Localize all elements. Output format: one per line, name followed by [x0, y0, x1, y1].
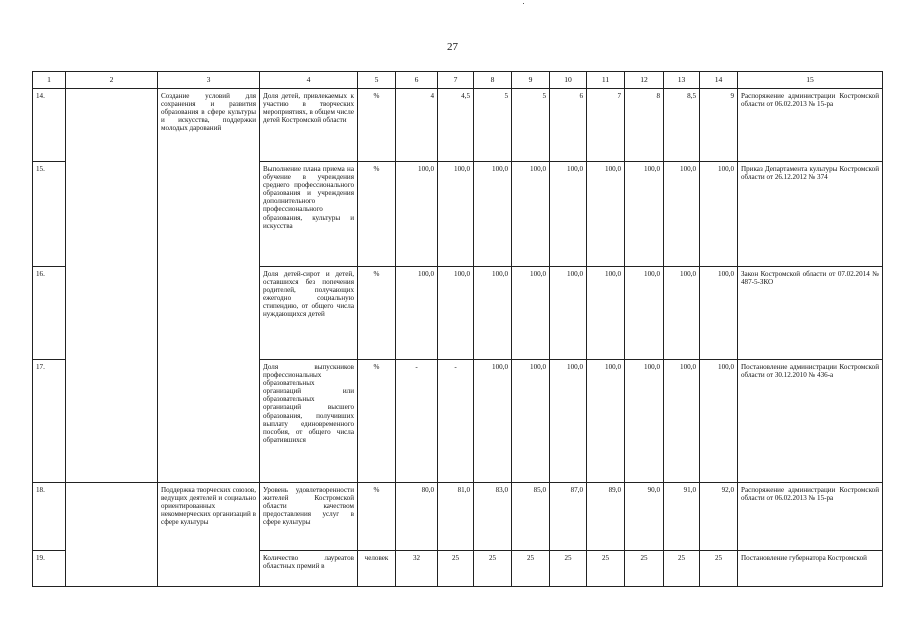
row-number: 18. — [33, 483, 66, 551]
value-cell: 9 — [700, 89, 738, 162]
row-number: 15. — [33, 162, 66, 267]
indicator-name: Выполнение плана приема на обучение в учреждения среднего профессионального образования и учреждения дополнительного профессионального образования, культуры и искусства — [260, 162, 358, 267]
value-cell: 91,0 — [664, 483, 700, 551]
legal-reference: Постановление губернатора Костромской — [738, 551, 883, 587]
value-cell: 100,0 — [512, 360, 550, 483]
header-cell: 4 — [260, 72, 358, 89]
header-row — [33, 72, 883, 89]
value-cell: 89,0 — [587, 483, 625, 551]
unit: % — [358, 162, 396, 267]
header-cell: 7 — [438, 72, 474, 89]
value-cell: 8,5 — [664, 89, 700, 162]
value-cell: - — [438, 360, 474, 483]
value-cell: 90,0 — [625, 483, 664, 551]
header-cell: 6 — [396, 72, 438, 89]
value-cell: 92,0 — [700, 483, 738, 551]
value-cell: 85,0 — [512, 483, 550, 551]
value-cell: 100,0 — [474, 360, 512, 483]
indicator-name: Количество лауреатов областных премий в — [260, 551, 358, 587]
row-number: 14. — [33, 89, 66, 162]
value-cell: 25 — [512, 551, 550, 587]
legal-reference: Распоряжение администрации Костромской области от 06.02.2013 № 15-ра — [738, 89, 883, 162]
value-cell: 83,0 — [474, 483, 512, 551]
value-cell: 5 — [512, 89, 550, 162]
value-cell: 25 — [550, 551, 587, 587]
value-cell: 7 — [587, 89, 625, 162]
value-cell: 100,0 — [625, 360, 664, 483]
value-cell: 87,0 — [550, 483, 587, 551]
value-cell: 25 — [625, 551, 664, 587]
header-cell: 1 — [33, 72, 66, 89]
value-cell: 100,0 — [550, 162, 587, 267]
value-cell: 25 — [438, 551, 474, 587]
value-cell: 100,0 — [664, 360, 700, 483]
value-cell: 100,0 — [396, 267, 438, 360]
value-cell: 81,0 — [438, 483, 474, 551]
legal-reference: Распоряжение администрации Костромской области от 06.02.2013 № 15-ра — [738, 483, 883, 551]
value-cell: 100,0 — [396, 162, 438, 267]
value-cell: 100,0 — [474, 267, 512, 360]
header-cell: 5 — [358, 72, 396, 89]
value-cell: 25 — [587, 551, 625, 587]
scan-speck — [523, 3, 524, 4]
value-cell: 100,0 — [474, 162, 512, 267]
unit: % — [358, 89, 396, 162]
value-cell: 25 — [700, 551, 738, 587]
value-cell: - — [396, 360, 438, 483]
header-cell: 8 — [474, 72, 512, 89]
value-cell: 100,0 — [512, 162, 550, 267]
group-name: Поддержка творческих союзов, ведущих деятелей и социально ориентированных некоммерческих организаций в сфере культуры — [158, 483, 260, 587]
header-cell: 14 — [700, 72, 738, 89]
value-cell: 100,0 — [550, 360, 587, 483]
legal-reference: Закон Костромской области от 07.02.2014 № 487-5-ЗКО — [738, 267, 883, 360]
value-cell: 100,0 — [587, 162, 625, 267]
value-cell: 100,0 — [438, 267, 474, 360]
value-cell: 100,0 — [700, 162, 738, 267]
value-cell: 80,0 — [396, 483, 438, 551]
value-cell: 25 — [664, 551, 700, 587]
value-cell: 6 — [550, 89, 587, 162]
value-cell: 32 — [396, 551, 438, 587]
value-cell: 5 — [474, 89, 512, 162]
indicator-name: Уровень удовлетворенности жителей Костромской области качеством предоставления услуг в сфере культуры — [260, 483, 358, 551]
value-cell: 100,0 — [700, 267, 738, 360]
value-cell: 8 — [625, 89, 664, 162]
header-cell: 3 — [158, 72, 260, 89]
table-row — [33, 483, 883, 551]
indicator-name: Доля детей, привлекаемых к участию в творческих мероприятиях, в общем числе детей Костромской области — [260, 89, 358, 162]
column-2-cell — [66, 89, 158, 483]
value-cell: 100,0 — [550, 267, 587, 360]
row-number: 19. — [33, 551, 66, 587]
indicators-table — [32, 71, 883, 587]
header-cell: 2 — [66, 72, 158, 89]
legal-reference: Постановление администрации Костромской области от 30.12.2010 № 436-а — [738, 360, 883, 483]
header-cell: 13 — [664, 72, 700, 89]
table-row — [33, 89, 883, 162]
value-cell: 100,0 — [700, 360, 738, 483]
value-cell: 25 — [474, 551, 512, 587]
row-number: 16. — [33, 267, 66, 360]
value-cell: 100,0 — [587, 360, 625, 483]
header-cell: 10 — [550, 72, 587, 89]
header-cell: 12 — [625, 72, 664, 89]
value-cell: 100,0 — [625, 162, 664, 267]
unit: % — [358, 267, 396, 360]
value-cell: 100,0 — [664, 162, 700, 267]
row-number: 17. — [33, 360, 66, 483]
unit: % — [358, 483, 396, 551]
value-cell: 100,0 — [664, 267, 700, 360]
value-cell: 100,0 — [438, 162, 474, 267]
group-name: Создание условий для сохранения и развития образования в сфере культуры и искусства, поддержки молодых дарований — [158, 89, 260, 483]
value-cell: 100,0 — [587, 267, 625, 360]
legal-reference: Приказ Департамента культуры Костромской области от 26.12.2012 № 374 — [738, 162, 883, 267]
value-cell: 100,0 — [512, 267, 550, 360]
indicator-name: Доля детей-сирот и детей, оставшихся без попечения родителей, получающих ежегодно социальную стипендию, от общего числа нуждающихся детей — [260, 267, 358, 360]
indicator-name: Доля выпускников профессиональных образовательных организаций или образовательных организаций высшего образования, получивших выплату единовременного пособия, от общего числа обратившихся — [260, 360, 358, 483]
header-cell: 11 — [587, 72, 625, 89]
value-cell: 100,0 — [625, 267, 664, 360]
header-cell: 15 — [738, 72, 883, 89]
header-cell: 9 — [512, 72, 550, 89]
value-cell: 4,5 — [438, 89, 474, 162]
unit: % — [358, 360, 396, 483]
column-2-cell — [66, 483, 158, 587]
value-cell: 4 — [396, 89, 438, 162]
unit: человек — [358, 551, 396, 587]
page-number: 27 — [447, 41, 458, 53]
